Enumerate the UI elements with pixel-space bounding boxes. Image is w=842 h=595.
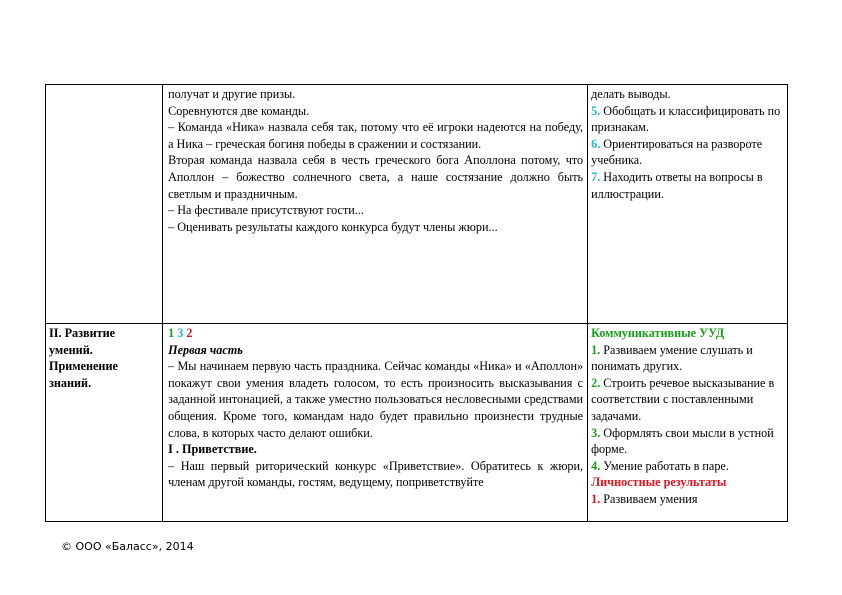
uud-item	[591, 103, 783, 136]
stage-cell-empty	[46, 85, 163, 324]
part-title: Первая часть	[168, 342, 243, 357]
table-row	[46, 85, 788, 324]
personal-item-number: 1.	[591, 491, 601, 506]
copyright-footer: © ООО «Баласс», 2014	[61, 540, 194, 553]
number-cyan: 3	[177, 326, 184, 340]
uud-item	[591, 136, 783, 169]
uud-item	[591, 375, 783, 425]
stage-line: II. Развитие	[49, 326, 116, 340]
uud-item-text: Обобщать и классифицировать по признакам.	[591, 103, 781, 135]
uud-item-number: 1.	[591, 342, 601, 357]
personal-item	[591, 491, 783, 508]
stage-line: знаний.	[49, 375, 92, 390]
uud-item-number: 2.	[591, 375, 601, 390]
stage-cell	[46, 324, 163, 522]
color-numbers	[168, 325, 583, 342]
personal-heading: Личностные результаты	[591, 475, 727, 490]
content-paragraph: – Наш первый риторический конкурс «Приветствие». Обратитесь к жюри, членам другой команды, гостям, ведущему, поприветствуйте	[168, 458, 584, 490]
section-title: I . Приветствие.	[168, 442, 257, 457]
uud-item	[591, 425, 783, 458]
uud-item-number: 7.	[591, 169, 601, 184]
uud-item-text: Умение работать в паре.	[600, 458, 729, 473]
content-paragraph: Вторая команда назвала себя в честь греческого бога Аполлона потому, что Аполлон – божество солнечного света, а наше состязание должно быть светлым и праздничным.	[168, 153, 584, 201]
uud-item-number: 6.	[591, 136, 601, 151]
uud-item-number: 5.	[591, 103, 601, 118]
uud-cell	[588, 85, 788, 324]
uud-intro: делать выводы.	[591, 87, 671, 101]
uud-item-number: 4.	[591, 458, 601, 473]
uud-item-number: 3.	[591, 425, 601, 440]
personal-item-text: Развиваем умения	[600, 491, 698, 506]
uud-item-text: Ориентироваться на развороте учебника.	[591, 136, 763, 168]
uud-item-text: Развиваем умение слушать и понимать других.	[591, 342, 753, 374]
stage-line: Применение	[49, 359, 118, 374]
uud-item	[591, 458, 783, 475]
content-line: Соревнуются две команды.	[168, 103, 310, 118]
uud-item-text: Строить речевое высказывание в соответствии с поставленными задачами.	[591, 375, 775, 423]
uud-item	[591, 169, 783, 202]
uud-item-text: Находить ответы на вопросы в иллюстрации.	[591, 169, 763, 201]
uud-item	[591, 342, 783, 375]
uud-cell	[588, 324, 788, 522]
content-cell	[163, 324, 588, 522]
content-line: получат и другие призы.	[168, 87, 296, 101]
content-paragraph: – Мы начинаем первую часть праздника. Сейчас команды «Ника» и «Аполлон» покажут свои умения владеть голосом, то есть произносить высказывания с заданной интонацией, а также уместно пользоваться несловесными средствами общения. Кроме того, командам надо будет правильно произнести трудные слова, в которых часто делают ошибки.	[168, 359, 584, 440]
number-green: 1	[168, 326, 175, 340]
stage-line: умений.	[49, 342, 93, 357]
number-red: 2	[186, 326, 193, 340]
content-line: – Оценивать результаты каждого конкурса будут члены жюри...	[168, 219, 498, 234]
table-row	[46, 324, 788, 522]
content-cell	[163, 85, 588, 324]
lesson-plan-table	[45, 84, 788, 522]
content-paragraph: – Команда «Ника» назвала себя так, потому что её игроки надеются на победу, а Ника – греческая богиня победы в сражении и состязании.	[168, 120, 584, 151]
uud-heading: Коммуникативные УУД	[591, 326, 725, 340]
content-line: – На фестивале присутствуют гости...	[168, 203, 364, 218]
uud-item-text: Оформлять свои мысли в устной форме.	[591, 425, 774, 457]
